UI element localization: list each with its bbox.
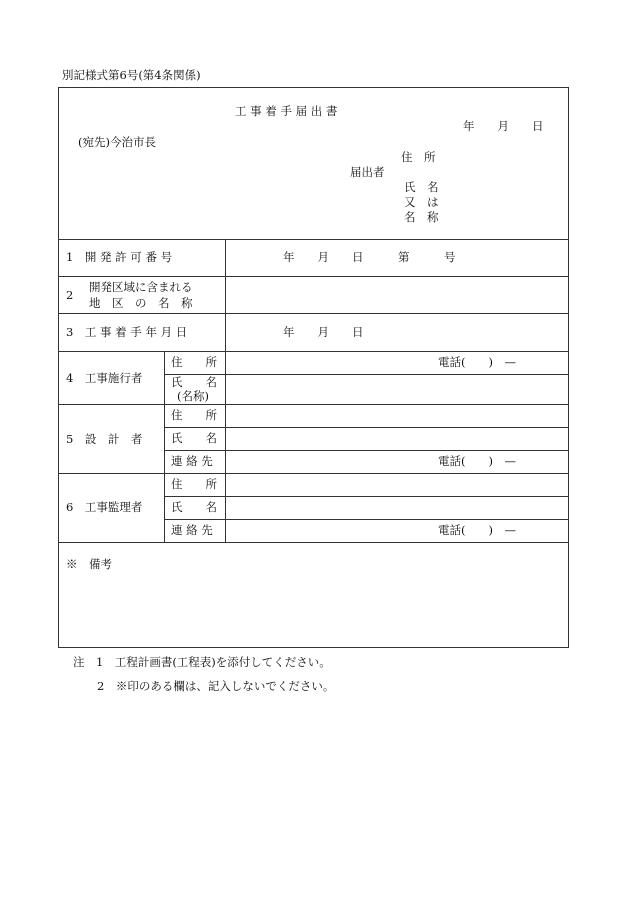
row-label-contractor: 4 工事施行者: [66, 371, 143, 385]
designer-name-label: 氏 名: [171, 431, 217, 445]
divider: [58, 473, 569, 474]
divider: [58, 404, 569, 405]
entity-label: 名 称: [404, 210, 439, 224]
contractor-name-label: 氏 名: [171, 375, 217, 389]
column-divider: [225, 239, 226, 542]
name-label: 氏 名: [404, 180, 439, 194]
remarks-label: ※ 備考: [66, 557, 112, 571]
contractor-name-sub-label: (名称): [177, 389, 209, 403]
supervisor-address-label: 住 所: [171, 477, 217, 491]
or-label: 又 は: [404, 195, 439, 209]
row-label-district-line1: 開発区域に含まれる: [89, 280, 193, 294]
row-label-district-line2: 地 区 の 名 称: [89, 296, 193, 310]
addressee: (宛先)今治市長: [78, 135, 156, 149]
supervisor-phone: 電話( ) —: [438, 523, 516, 537]
designer-contact-label: 連 絡 先: [171, 454, 213, 468]
row-label-supervisor: 6 工事監理者: [66, 500, 143, 514]
divider: [58, 313, 569, 314]
notifier-label: 届出者: [350, 165, 385, 179]
form-title: 工 事 着 手 届 出 書: [235, 104, 338, 118]
column-divider: [164, 351, 165, 542]
address-label: 住 所: [401, 150, 436, 164]
designer-address-label: 住 所: [171, 408, 217, 422]
start-date-value: 年 月 日: [283, 325, 364, 339]
row-number-2: 2: [66, 288, 74, 302]
divider: [58, 542, 569, 543]
divider: [58, 276, 569, 277]
divider: [58, 239, 569, 240]
note-2: 2 ※印のある欄は、記入しないでください。: [97, 679, 335, 693]
row-label-permit-number: 1 開 発 許 可 番 号: [66, 250, 173, 264]
contractor-phone: 電話( ) —: [438, 355, 516, 369]
date-field: 年 月 日: [463, 119, 544, 133]
contractor-address-label: 住 所: [171, 355, 217, 369]
divider: [58, 351, 569, 352]
supervisor-contact-label: 連 絡 先: [171, 523, 213, 537]
supervisor-name-label: 氏 名: [171, 500, 217, 514]
form-label: 別記様式第6号(第4条関係): [62, 68, 201, 82]
permit-number-value: 年 月 日 第 号: [283, 250, 456, 264]
row-label-start-date: 3 工 事 着 手 年 月 日: [66, 325, 188, 339]
designer-phone: 電話( ) —: [438, 454, 516, 468]
note-1: 注 1 工程計画書(工程表)を添付してください。: [73, 655, 331, 669]
row-label-designer: 5 設 計 者: [66, 432, 143, 446]
